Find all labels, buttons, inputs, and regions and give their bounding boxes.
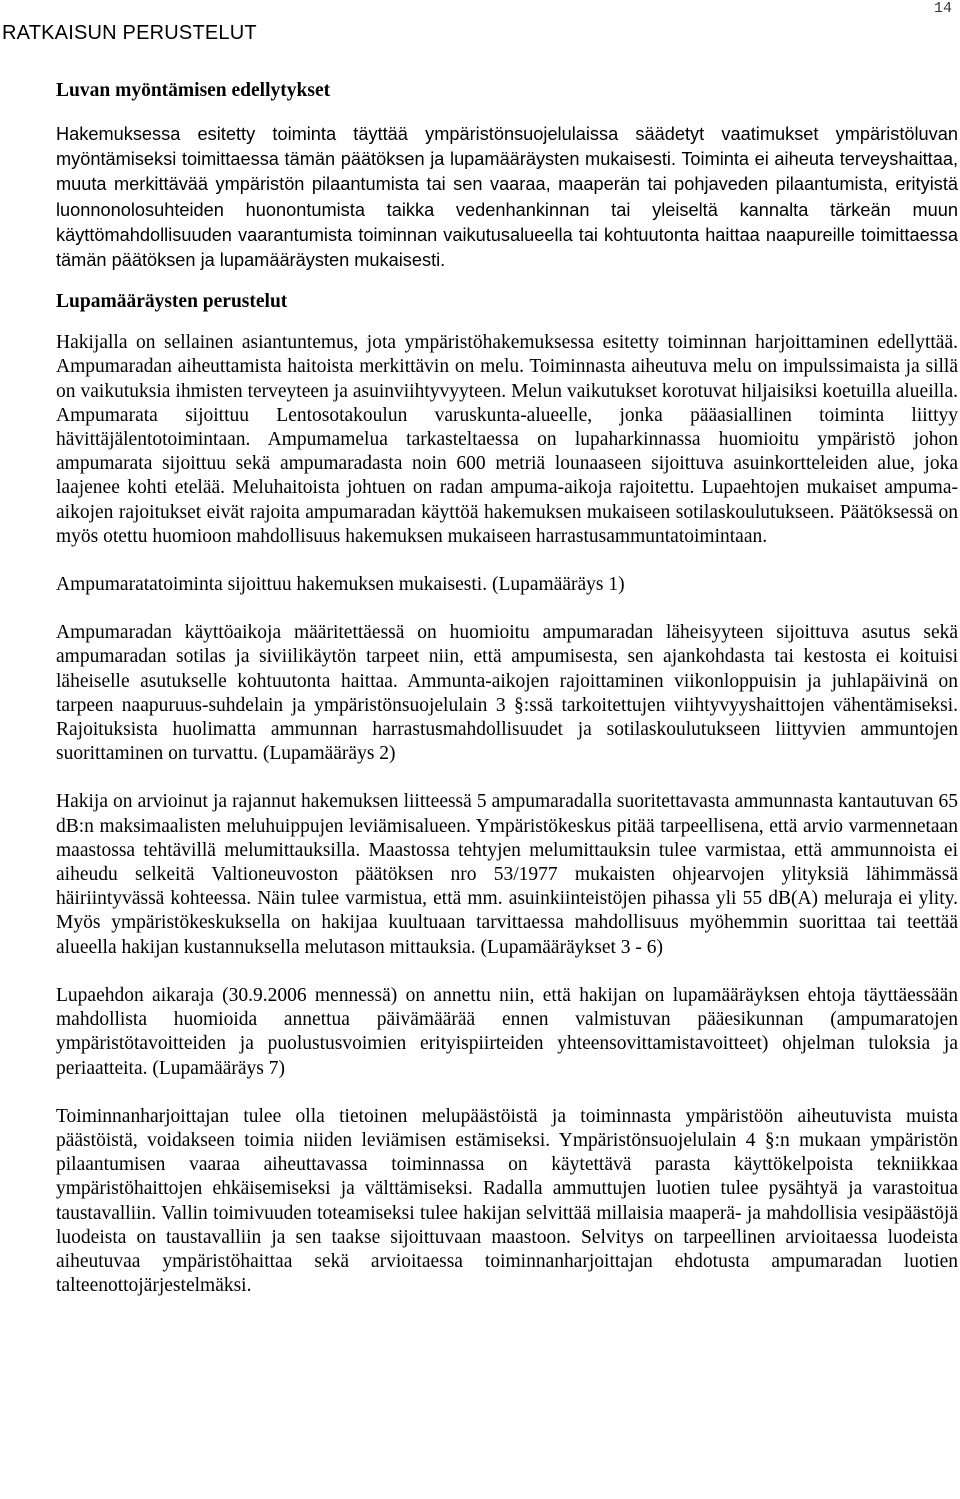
paragraph-luvan-edellytykset [56, 122, 958, 273]
section-heading-luvan: Luvan myöntämisen edellytykset [56, 80, 331, 101]
paragraph-kayttoaikoja: Ampumaradan käyttöaikoja määritettäessä on huomioitu ampumaradan läheisyyteen sijoittuva asutus sekä ampumaradan sotilas ja siviilikäytön tarpeet niin, että ampumisesta, sen ajankohdasta tai kestosta ei koituisi läheiselle asutukselle kohtuutonta haittaa. Ammunta-aikojen rajoittaminen viikonloppuisin ja juhlapäivinä on tarpeen naapuruus-suhdelain ja ympäristönsuojelulain 3 §:ssä tarkoitettujen viihtyvyyshaittojen vähentämiseksi. Rajoituksista huolimatta ammunnan harrastusmahdollisuudet ja sotilaskoulutukseen liittyvien ammuntojen suorittaminen on turvattu. (Lupamääräys 2) [56, 622, 958, 765]
paragraph-ampumaratatoiminta: Ampumaratatoiminta sijoittuu hakemuksen mukaisesti. (Lupamääräys 1) [56, 574, 625, 596]
paragraph-aikaraja: Lupaehdon aikaraja (30.9.2006 mennessä) on annettu niin, että hakijan on lupamääräyksen ehtoja täyttäessään mahdollista huomioida annettua päivämäärää ennen valmistuvan pääesikunnan (ampumaratojen ympäristötavoitteiden ja puolustusvoimien erityispiirteiden yhteensovittamistavoitteet) ohjelman tuloksia ja periaatteita. (Lupamääräys 7) [56, 984, 958, 1079]
paragraph-luvan-part2: Toiminta ei aiheuta terveyshaittaa, muuta merkittävää ympäristön pilaantumista tai sen vaaraa, maaperän tai pohjaveden pilaantumista, erityistä luonnonolosuhteiden huonontumista taikka vedenhankinnan tai yleiseltä kannalta tärkeän muun käyttömahdollisuuden vaarantumista toiminnan vaikutusalueella tai kohtuutonta haittaa naapureille toimittaessa tämän päätöksen ja lupamääräysten mukaisesti. [56, 149, 958, 271]
document-title: RATKAISUN PERUSTELUT [2, 22, 257, 44]
paragraph-arvioinut: Hakija on arvioinut ja rajannut hakemuksen liitteessä 5 ampumaradalla suoritettavasta ammunnasta kantautuvan 65 dB:n maksimaalisten meluhuippujen leviämisalueen. Ympäristökeskus pitää tarpeellisena, että arvio varmennetaan maastossa tehtävillä melumittauksilla. Maastossa tehtyjen melumittauksin tulee varmistaa, että ammunnoista ei aiheudu selkeitä Valtioneuvoston päätöksen nro 53/1977 mukaisten ohjearvojen ylityksiä lähimmässä häiriintyvässä kohteessa. Näin tulee varmistua, että mm. asuinkiinteistöjen pihassa yli 55 dB(A) meluraja ei ylity. Myös ympäristökeskuksella on hakijaa kuultuaan tarvittaessa mahdollisuus myöhemmin suorittaa tai teettää alueella hakijan kustannuksella melutason mittauksia. (Lupamääräykset 3 - 6) [56, 791, 958, 958]
paragraph-luvan-part1: Hakemuksessa esitetty toiminta täyttää ympäristönsuojelulaissa säädetyt vaatimukset ympäristöluvan myöntämiseksi toimittaessa tämän päätöksen ja lupamääräysten mukaisesti. [56, 124, 958, 170]
page-number: 14 [933, 0, 952, 17]
section-heading-lupamaaraysten: Lupamääräysten perustelut [56, 291, 288, 313]
paragraph-toiminnanharjoittajan: Toiminnanharjoittajan tulee olla tietoinen melupäästöistä ja toiminnasta ympäristöön aiheutuvista muista päästöistä, voidakseen toimia niiden leviämisen estämiseksi. Ympäristönsuojelulain 4 §:n mukaan ympäristön pilaantumisen vaaraa aiheuttavassa toiminnassa on käytettävä parasta käyttökelpoista tekniikkaa ympäristöhaittojen ehkäisemiseksi ja välttämiseksi. Radalla ammuttujen luotien tulee pysähtyä ja varastoitua taustavalliin. Vallin toimivuuden toteamiseksi tulee hakijan selvittää millaisia maaperä- ja mahdollisia vesipäästöjä luodeista on taustavalliin ja sen taakse sijoittuvaan maastoon. Selvitys on tarpeellinen arvioitaessa luodeista aiheutuvaa ympäristöhaittaa sekä arvioitaessa toiminnanharjoittajan ehdotusta ampumaradan luotien talteenottojärjestelmäksi. [56, 1105, 958, 1297]
paragraph-hakijalla: Hakijalla on sellainen asiantuntemus, jota ympäristöhakemuksessa esitetty toiminnan harjoittaminen edellyttää. Ampumaradan aiheuttamista haitoista merkittävin on melu. Toiminnasta aiheutuva melu on impulssimaista ja sillä on vaikutuksia ihmisten terveyteen ja asuinviihtyvyyteen. Melun vaikutukset korotuvat hiljaisiksi koetuilla alueilla. Ampumarata sijoittuu Lentosotakoulun varuskunta-alueelle, jonka pääasiallinen toiminta liittyy hävittäjälentotoimintaan. Ampumamelua tarkasteltaessa on lupaharkinnassa huomioitu ympäristö johon ampumarata sijoittuu sekä ampumaradasta noin 600 metriä lounaaseen sijoittuva asuinkortteleiden alue, joka laajenee kohti etelää. Meluhaitoista johtuen on radan ampuma-aikoja rajoitettu. Lupaehtojen mukaiset ampuma-aikojen rajoitukset eivät rajoita ampumaradan käyttöä hakemuksen mukaiseen sotilaskoulutukseen. Päätöksessä on myös otettu huomioon mahdollisuus hakemuksen mukaiseen harrastusammuntatoimintaan. [56, 332, 958, 547]
document-body [56, 78, 958, 1298]
